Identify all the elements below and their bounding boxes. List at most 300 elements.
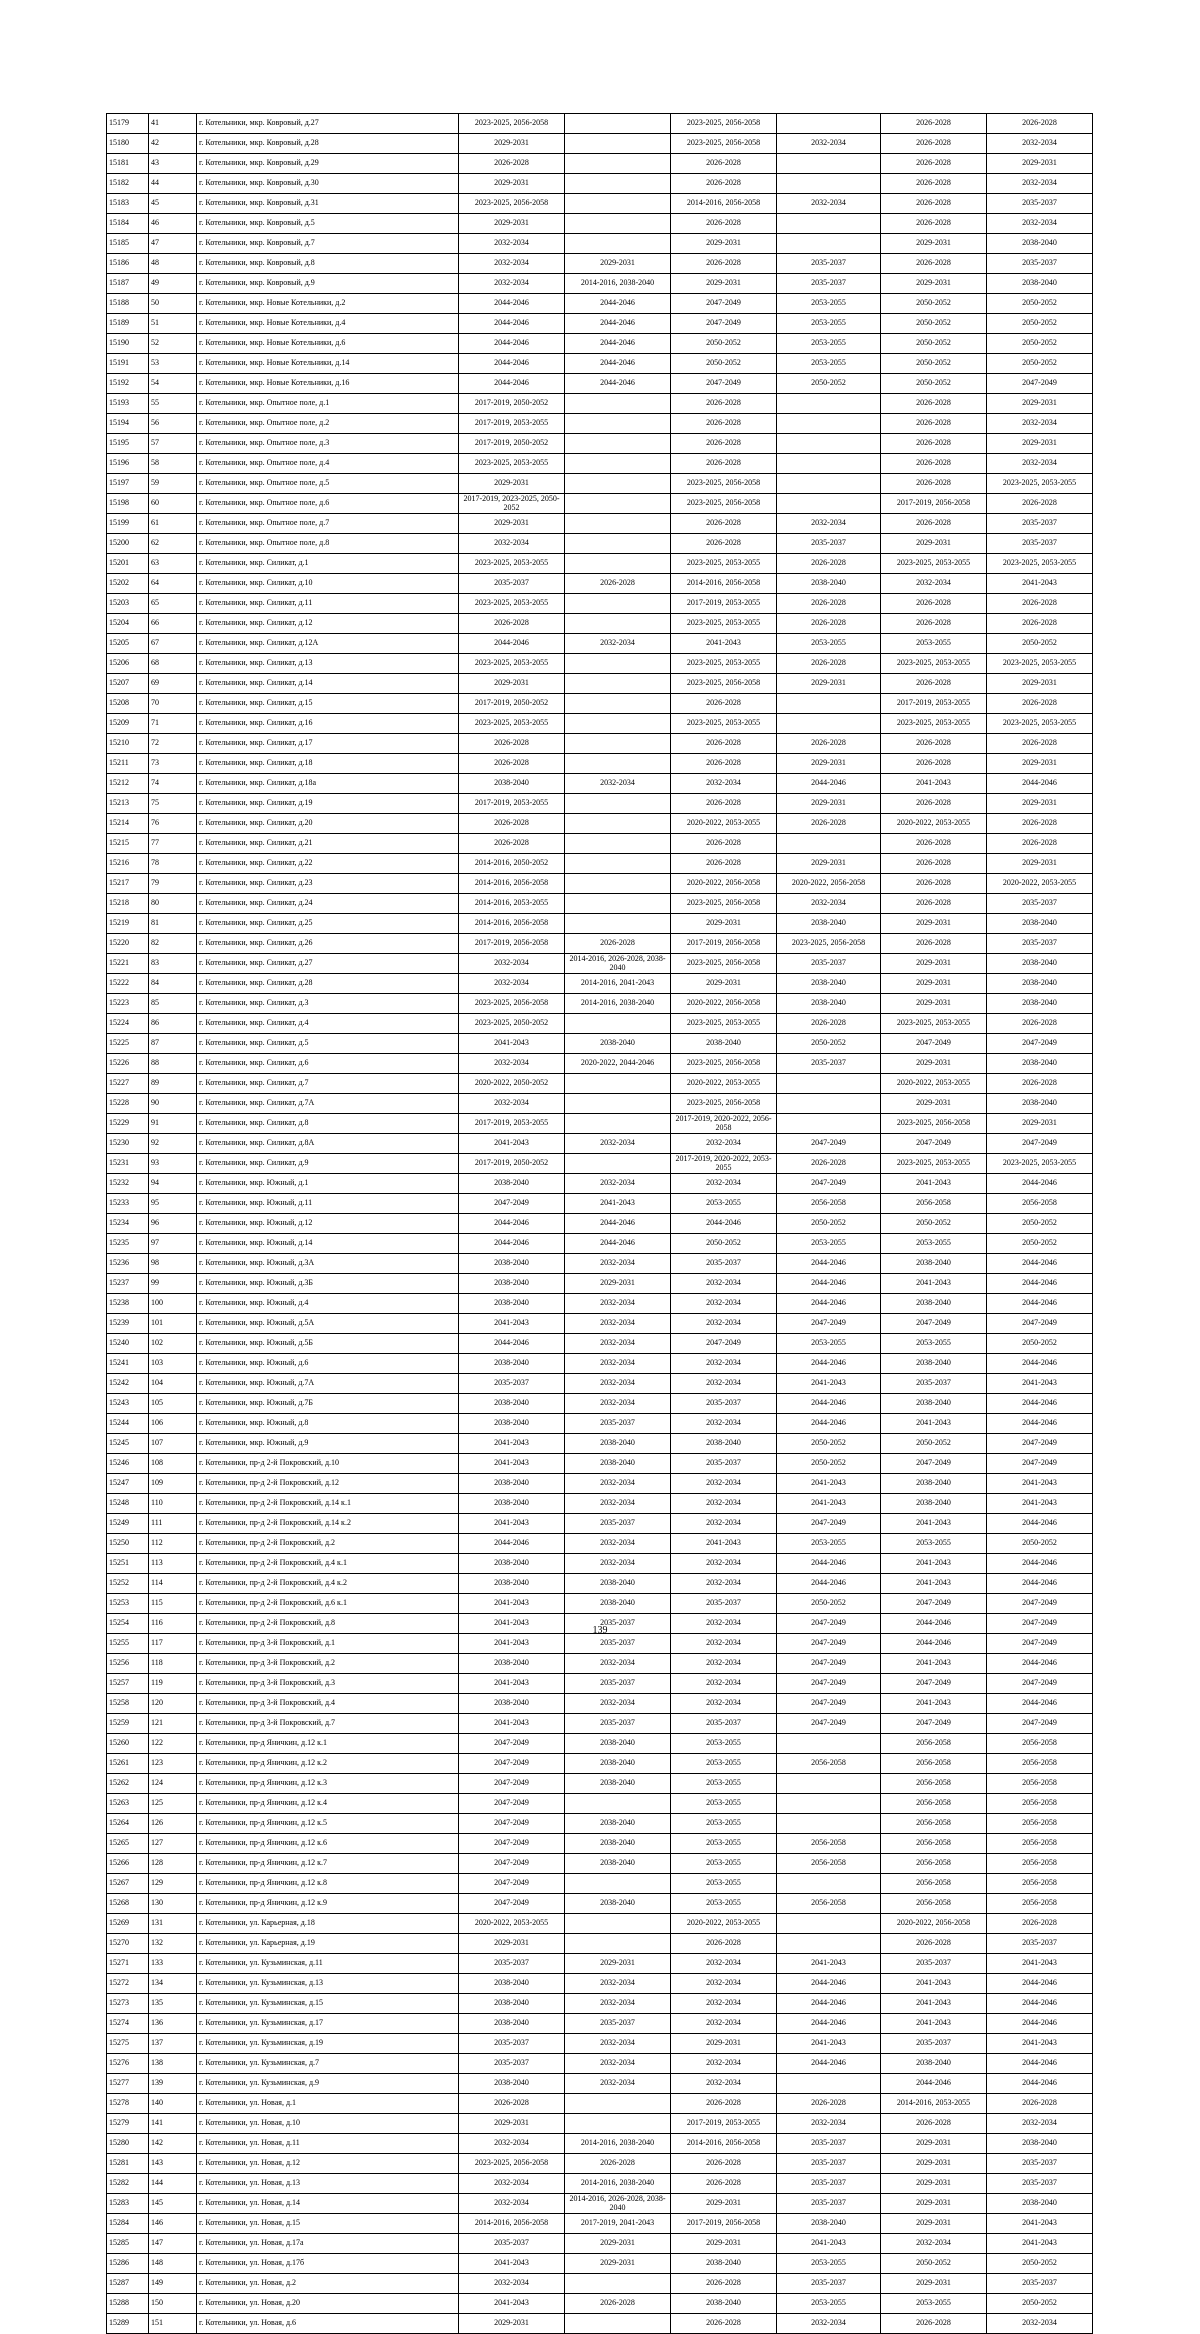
seq-number-cell: 108 — [149, 1454, 197, 1474]
period-col-3-cell: 2035-2037 — [671, 1394, 777, 1414]
period-col-5-cell: 2026-2028 — [881, 474, 987, 494]
period-col-5-cell: 2026-2028 — [881, 194, 987, 214]
table-row — [107, 1234, 1093, 1254]
period-col-4-cell: 2047-2049 — [777, 1174, 881, 1194]
period-col-3-cell: 2020-2022, 2053-2055 — [671, 1074, 777, 1094]
period-col-5-cell: 2029-2031 — [881, 534, 987, 554]
period-col-2-cell: 2032-2034 — [565, 1254, 671, 1274]
period-col-3-cell: 2032-2034 — [671, 1634, 777, 1654]
reg-number-cell: 15213 — [107, 794, 149, 814]
address-cell: г. Котельники, мкр. Силикат, д.14 — [197, 674, 459, 694]
seq-number-cell: 41 — [149, 114, 197, 134]
period-col-1-cell: 2041-2043 — [459, 1594, 565, 1614]
period-col-5-cell: 2035-2037 — [881, 2034, 987, 2054]
period-col-4-cell: 2041-2043 — [777, 2234, 881, 2254]
period-col-4-cell: 2044-2046 — [777, 1994, 881, 2014]
period-col-4-cell — [777, 694, 881, 714]
period-col-6-cell: 2044-2046 — [987, 1654, 1093, 1674]
reg-number-cell: 15270 — [107, 1934, 149, 1954]
period-col-1-cell: 2044-2046 — [459, 294, 565, 314]
period-col-3-cell: 2026-2028 — [671, 734, 777, 754]
reg-number-cell: 15194 — [107, 414, 149, 434]
period-col-1-cell: 2041-2043 — [459, 1514, 565, 1534]
period-col-5-cell: 2029-2031 — [881, 2214, 987, 2234]
period-col-1-cell: 2029-2031 — [459, 2114, 565, 2134]
period-col-3-cell: 2023-2025, 2053-2055 — [671, 654, 777, 674]
table-row — [107, 814, 1093, 834]
period-col-3-cell: 2023-2025, 2053-2055 — [671, 614, 777, 634]
period-col-4-cell: 2026-2028 — [777, 1154, 881, 1174]
table-row — [107, 1714, 1093, 1734]
seq-number-cell: 69 — [149, 674, 197, 694]
address-cell: г. Котельники, ул. Кузьминская, д.11 — [197, 1954, 459, 1974]
period-col-4-cell — [777, 434, 881, 454]
period-col-2-cell: 2014-2016, 2026-2028, 2038-2040 — [565, 954, 671, 974]
period-col-3-cell: 2032-2034 — [671, 1514, 777, 1534]
seq-number-cell: 66 — [149, 614, 197, 634]
seq-number-cell: 84 — [149, 974, 197, 994]
period-col-4-cell: 2050-2052 — [777, 1594, 881, 1614]
period-col-4-cell — [777, 1094, 881, 1114]
period-col-2-cell: 2038-2040 — [565, 1594, 671, 1614]
period-col-6-cell: 2056-2058 — [987, 1894, 1093, 1914]
period-col-1-cell: 2038-2040 — [459, 1494, 565, 1514]
period-col-4-cell: 2026-2028 — [777, 554, 881, 574]
period-col-5-cell: 2023-2025, 2056-2058 — [881, 1114, 987, 1134]
period-col-1-cell: 2026-2028 — [459, 154, 565, 174]
period-col-2-cell — [565, 834, 671, 854]
address-cell: г. Котельники, ул. Новая, д.12 — [197, 2154, 459, 2174]
period-col-2-cell — [565, 514, 671, 534]
period-col-3-cell: 2023-2025, 2053-2055 — [671, 714, 777, 734]
period-col-5-cell: 2056-2058 — [881, 1734, 987, 1754]
period-col-6-cell: 2026-2028 — [987, 494, 1093, 514]
period-col-5-cell: 2026-2028 — [881, 894, 987, 914]
seq-number-cell: 151 — [149, 2314, 197, 2334]
period-col-2-cell: 2038-2040 — [565, 1754, 671, 1774]
seq-number-cell: 145 — [149, 2194, 197, 2214]
period-col-3-cell: 2032-2034 — [671, 1174, 777, 1194]
seq-number-cell: 116 — [149, 1614, 197, 1634]
period-col-4-cell: 2044-2046 — [777, 1974, 881, 1994]
period-col-3-cell: 2032-2034 — [671, 1694, 777, 1714]
period-col-4-cell: 2035-2037 — [777, 2174, 881, 2194]
reg-number-cell: 15196 — [107, 454, 149, 474]
period-col-1-cell: 2014-2016, 2053-2055 — [459, 894, 565, 914]
reg-number-cell: 15275 — [107, 2034, 149, 2054]
period-col-6-cell: 2038-2040 — [987, 914, 1093, 934]
table-row — [107, 1894, 1093, 1914]
period-col-5-cell: 2026-2028 — [881, 934, 987, 954]
period-col-3-cell: 2035-2037 — [671, 1594, 777, 1614]
period-col-1-cell: 2038-2040 — [459, 1354, 565, 1374]
table-row — [107, 1134, 1093, 1154]
period-col-3-cell: 2026-2028 — [671, 2174, 777, 2194]
seq-number-cell: 49 — [149, 274, 197, 294]
period-col-3-cell: 2023-2025, 2053-2055 — [671, 1014, 777, 1034]
address-cell: г. Котельники, мкр. Силикат, д.16 — [197, 714, 459, 734]
address-cell: г. Котельники, мкр. Силикат, д.21 — [197, 834, 459, 854]
period-col-3-cell: 2053-2055 — [671, 1794, 777, 1814]
period-col-4-cell: 2056-2058 — [777, 1194, 881, 1214]
reg-number-cell: 15265 — [107, 1834, 149, 1854]
period-col-2-cell: 2032-2034 — [565, 1474, 671, 1494]
table-row — [107, 1094, 1093, 1114]
seq-number-cell: 78 — [149, 854, 197, 874]
period-col-6-cell: 2056-2058 — [987, 1194, 1093, 1214]
seq-number-cell: 121 — [149, 1714, 197, 1734]
seq-number-cell: 68 — [149, 654, 197, 674]
period-col-2-cell: 2029-2031 — [565, 2234, 671, 2254]
period-col-2-cell — [565, 914, 671, 934]
table-row — [107, 854, 1093, 874]
reg-number-cell: 15247 — [107, 1474, 149, 1494]
seq-number-cell: 70 — [149, 694, 197, 714]
seq-number-cell: 111 — [149, 1514, 197, 1534]
seq-number-cell: 120 — [149, 1694, 197, 1714]
period-col-3-cell: 2032-2034 — [671, 1614, 777, 1634]
table-row — [107, 2134, 1093, 2154]
seq-number-cell: 43 — [149, 154, 197, 174]
period-col-1-cell: 2044-2046 — [459, 1214, 565, 1234]
table-row — [107, 1474, 1093, 1494]
period-col-2-cell: 2029-2031 — [565, 1274, 671, 1294]
period-col-3-cell: 2017-2019, 2056-2058 — [671, 2214, 777, 2234]
period-col-6-cell: 2026-2028 — [987, 1074, 1093, 1094]
table-row — [107, 1074, 1093, 1094]
address-cell: г. Котельники, пр-д 2-й Покровский, д.4 к.1 — [197, 1554, 459, 1574]
period-col-3-cell: 2029-2031 — [671, 2234, 777, 2254]
period-col-4-cell: 2032-2034 — [777, 2314, 881, 2334]
seq-number-cell: 112 — [149, 1534, 197, 1554]
period-col-1-cell: 2041-2043 — [459, 1434, 565, 1454]
seq-number-cell: 71 — [149, 714, 197, 734]
period-col-6-cell: 2038-2040 — [987, 974, 1093, 994]
address-cell: г. Котельники, мкр. Южный, д.7А — [197, 1374, 459, 1394]
period-col-2-cell: 2035-2037 — [565, 1414, 671, 1434]
period-col-6-cell: 2047-2049 — [987, 1714, 1093, 1734]
address-cell: г. Котельники, мкр. Ковровый, д.27 — [197, 114, 459, 134]
period-col-5-cell: 2050-2052 — [881, 354, 987, 374]
period-col-3-cell: 2035-2037 — [671, 1714, 777, 1734]
seq-number-cell: 146 — [149, 2214, 197, 2234]
period-col-2-cell — [565, 214, 671, 234]
period-col-3-cell: 2026-2028 — [671, 834, 777, 854]
period-col-5-cell: 2038-2040 — [881, 1394, 987, 1414]
period-col-3-cell: 2029-2031 — [671, 974, 777, 994]
reg-number-cell: 15267 — [107, 1874, 149, 1894]
period-col-3-cell: 2047-2049 — [671, 1334, 777, 1354]
seq-number-cell: 123 — [149, 1754, 197, 1774]
period-col-1-cell: 2023-2025, 2053-2055 — [459, 714, 565, 734]
period-col-6-cell: 2044-2046 — [987, 1254, 1093, 1274]
period-col-6-cell: 2026-2028 — [987, 614, 1093, 634]
reg-number-cell: 15210 — [107, 734, 149, 754]
period-col-2-cell: 2014-2016, 2038-2040 — [565, 2134, 671, 2154]
period-col-4-cell: 2020-2022, 2056-2058 — [777, 874, 881, 894]
seq-number-cell: 102 — [149, 1334, 197, 1354]
period-col-6-cell: 2035-2037 — [987, 894, 1093, 914]
seq-number-cell: 150 — [149, 2294, 197, 2314]
period-col-4-cell — [777, 1794, 881, 1814]
period-col-1-cell: 2044-2046 — [459, 314, 565, 334]
period-col-3-cell: 2032-2034 — [671, 1314, 777, 1334]
table-row — [107, 1954, 1093, 1974]
period-col-3-cell: 2026-2028 — [671, 534, 777, 554]
table-row — [107, 2174, 1093, 2194]
period-col-4-cell: 2026-2028 — [777, 814, 881, 834]
period-col-2-cell: 2020-2022, 2044-2046 — [565, 1054, 671, 1074]
table-row — [107, 694, 1093, 714]
period-col-4-cell: 2053-2055 — [777, 1534, 881, 1554]
reg-number-cell: 15201 — [107, 554, 149, 574]
period-col-2-cell — [565, 754, 671, 774]
period-col-4-cell: 2038-2040 — [777, 914, 881, 934]
address-cell: г. Котельники, пр-д Яничкин, д.12 к.1 — [197, 1734, 459, 1754]
seq-number-cell: 55 — [149, 394, 197, 414]
period-col-2-cell: 2032-2034 — [565, 1694, 671, 1714]
period-col-1-cell: 2017-2019, 2050-2052 — [459, 434, 565, 454]
table-row — [107, 1834, 1093, 1854]
period-col-1-cell: 2047-2049 — [459, 1854, 565, 1874]
period-col-6-cell: 2044-2046 — [987, 2074, 1093, 2094]
address-cell: г. Котельники, мкр. Силикат, д.5 — [197, 1034, 459, 1054]
period-col-6-cell: 2032-2034 — [987, 414, 1093, 434]
period-col-4-cell: 2056-2058 — [777, 1754, 881, 1774]
period-col-2-cell: 2032-2034 — [565, 774, 671, 794]
reg-number-cell: 15183 — [107, 194, 149, 214]
table-row — [107, 1674, 1093, 1694]
period-col-4-cell: 2041-2043 — [777, 2034, 881, 2054]
period-col-6-cell: 2056-2058 — [987, 1754, 1093, 1774]
seq-number-cell: 62 — [149, 534, 197, 554]
table-row — [107, 1774, 1093, 1794]
period-col-3-cell: 2047-2049 — [671, 314, 777, 334]
table-row — [107, 1174, 1093, 1194]
period-col-3-cell: 2032-2034 — [671, 1414, 777, 1434]
period-col-6-cell: 2050-2052 — [987, 1334, 1093, 1354]
period-col-1-cell: 2029-2031 — [459, 2314, 565, 2334]
period-col-5-cell: 2053-2055 — [881, 2294, 987, 2314]
period-col-2-cell — [565, 1874, 671, 1894]
seq-number-cell: 73 — [149, 754, 197, 774]
address-cell: г. Котельники, мкр. Южный, д.1 — [197, 1174, 459, 1194]
address-cell: г. Котельники, мкр. Новые Котельники, д.4 — [197, 314, 459, 334]
seq-number-cell: 56 — [149, 414, 197, 434]
period-col-5-cell: 2029-2031 — [881, 994, 987, 1014]
period-col-3-cell: 2026-2028 — [671, 514, 777, 534]
table-row — [107, 354, 1093, 374]
table-row — [107, 774, 1093, 794]
period-col-5-cell: 2041-2043 — [881, 1654, 987, 1674]
period-col-2-cell — [565, 1794, 671, 1814]
period-col-3-cell: 2029-2031 — [671, 234, 777, 254]
seq-number-cell: 148 — [149, 2254, 197, 2274]
address-cell: г. Котельники, мкр. Силикат, д.4 — [197, 1014, 459, 1034]
period-col-4-cell — [777, 2074, 881, 2094]
period-col-6-cell: 2050-2052 — [987, 2254, 1093, 2274]
reg-number-cell: 15221 — [107, 954, 149, 974]
period-col-5-cell: 2044-2046 — [881, 2074, 987, 2094]
seq-number-cell: 109 — [149, 1474, 197, 1494]
period-col-3-cell: 2035-2037 — [671, 1254, 777, 1274]
period-col-6-cell: 2032-2034 — [987, 2314, 1093, 2334]
table-row — [107, 1014, 1093, 1034]
reg-number-cell: 15235 — [107, 1234, 149, 1254]
address-cell: г. Котельники, мкр. Ковровый, д.29 — [197, 154, 459, 174]
table-row — [107, 2294, 1093, 2314]
period-col-3-cell: 2029-2031 — [671, 2034, 777, 2054]
seq-number-cell: 147 — [149, 2234, 197, 2254]
table-row — [107, 494, 1093, 514]
address-cell: г. Котельники, мкр. Ковровый, д.30 — [197, 174, 459, 194]
period-col-1-cell: 2035-2037 — [459, 1954, 565, 1974]
table-row — [107, 2074, 1093, 2094]
address-cell: г. Котельники, мкр. Силикат, д.12А — [197, 634, 459, 654]
period-col-2-cell — [565, 554, 671, 574]
reg-number-cell: 15283 — [107, 2194, 149, 2214]
period-col-3-cell: 2032-2034 — [671, 1554, 777, 1574]
period-col-6-cell: 2047-2049 — [987, 1594, 1093, 1614]
table-row — [107, 1814, 1093, 1834]
period-col-3-cell: 2032-2034 — [671, 2054, 777, 2074]
period-col-5-cell: 2020-2022, 2053-2055 — [881, 1074, 987, 1094]
period-col-2-cell: 2038-2040 — [565, 1774, 671, 1794]
period-col-2-cell: 2044-2046 — [565, 1214, 671, 1234]
period-col-3-cell: 2014-2016, 2056-2058 — [671, 194, 777, 214]
address-cell: г. Котельники, ул. Новая, д.11 — [197, 2134, 459, 2154]
period-col-1-cell: 2032-2034 — [459, 1054, 565, 1074]
seq-number-cell: 130 — [149, 1894, 197, 1914]
seq-number-cell: 75 — [149, 794, 197, 814]
reg-number-cell: 15264 — [107, 1814, 149, 1834]
seq-number-cell: 67 — [149, 634, 197, 654]
reg-number-cell: 15285 — [107, 2234, 149, 2254]
period-col-6-cell: 2050-2052 — [987, 1534, 1093, 1554]
period-col-1-cell: 2038-2040 — [459, 1554, 565, 1574]
period-col-1-cell: 2017-2019, 2050-2052 — [459, 694, 565, 714]
period-col-2-cell — [565, 874, 671, 894]
address-cell: г. Котельники, пр-д 2-й Покровский, д.12 — [197, 1474, 459, 1494]
table-row — [107, 2194, 1093, 2214]
period-col-1-cell: 2032-2034 — [459, 2174, 565, 2194]
reg-number-cell: 15272 — [107, 1974, 149, 1994]
address-cell: г. Котельники, мкр. Силикат, д.22 — [197, 854, 459, 874]
period-col-4-cell: 2026-2028 — [777, 594, 881, 614]
period-col-6-cell: 2035-2037 — [987, 1934, 1093, 1954]
reg-number-cell: 15257 — [107, 1674, 149, 1694]
period-col-3-cell: 2032-2034 — [671, 774, 777, 794]
period-col-2-cell: 2032-2034 — [565, 1294, 671, 1314]
register-sheet — [106, 113, 1092, 2334]
table-row — [107, 154, 1093, 174]
period-col-1-cell: 2038-2040 — [459, 1274, 565, 1294]
period-col-5-cell: 2029-2031 — [881, 1054, 987, 1074]
seq-number-cell: 87 — [149, 1034, 197, 1054]
table-row — [107, 914, 1093, 934]
period-col-6-cell: 2035-2037 — [987, 2154, 1093, 2174]
period-col-6-cell: 2044-2046 — [987, 2014, 1093, 2034]
address-cell: г. Котельники, пр-д Яничкин, д.12 к.4 — [197, 1794, 459, 1814]
reg-number-cell: 15199 — [107, 514, 149, 534]
seq-number-cell: 138 — [149, 2054, 197, 2074]
reg-number-cell: 15229 — [107, 1114, 149, 1134]
period-col-5-cell: 2035-2037 — [881, 1374, 987, 1394]
period-col-5-cell: 2026-2028 — [881, 1934, 987, 1954]
table-row — [107, 254, 1093, 274]
period-col-5-cell: 2038-2040 — [881, 1254, 987, 1274]
table-row — [107, 1514, 1093, 1534]
period-col-6-cell: 2023-2025, 2053-2055 — [987, 1154, 1093, 1174]
reg-number-cell: 15230 — [107, 1134, 149, 1154]
reg-number-cell: 15261 — [107, 1754, 149, 1774]
period-col-1-cell: 2041-2043 — [459, 1134, 565, 1154]
address-cell: г. Котельники, ул. Новая, д.2 — [197, 2274, 459, 2294]
period-col-6-cell: 2047-2049 — [987, 1134, 1093, 1154]
period-col-1-cell: 2032-2034 — [459, 2274, 565, 2294]
seq-number-cell: 77 — [149, 834, 197, 854]
period-col-4-cell: 2056-2058 — [777, 1854, 881, 1874]
seq-number-cell: 74 — [149, 774, 197, 794]
table-row — [107, 594, 1093, 614]
period-col-5-cell: 2029-2031 — [881, 2174, 987, 2194]
period-col-5-cell: 2026-2028 — [881, 134, 987, 154]
period-col-3-cell: 2026-2028 — [671, 2094, 777, 2114]
period-col-2-cell: 2032-2034 — [565, 1354, 671, 1374]
period-col-5-cell: 2056-2058 — [881, 1874, 987, 1894]
seq-number-cell: 80 — [149, 894, 197, 914]
period-col-2-cell — [565, 154, 671, 174]
period-col-1-cell: 2041-2043 — [459, 1454, 565, 1474]
table-row — [107, 1734, 1093, 1754]
period-col-5-cell: 2056-2058 — [881, 1894, 987, 1914]
period-col-5-cell: 2047-2049 — [881, 1714, 987, 1734]
period-col-5-cell: 2041-2043 — [881, 1694, 987, 1714]
period-col-3-cell: 2032-2034 — [671, 1134, 777, 1154]
table-row — [107, 294, 1093, 314]
period-col-6-cell: 2041-2043 — [987, 2214, 1093, 2234]
period-col-6-cell: 2026-2028 — [987, 834, 1093, 854]
address-cell: г. Котельники, пр-д 3-й Покровский, д.1 — [197, 1634, 459, 1654]
period-col-6-cell: 2050-2052 — [987, 2294, 1093, 2314]
seq-number-cell: 88 — [149, 1054, 197, 1074]
period-col-5-cell: 2029-2031 — [881, 974, 987, 994]
period-col-4-cell: 2050-2052 — [777, 1454, 881, 1474]
period-col-1-cell: 2026-2028 — [459, 614, 565, 634]
period-col-5-cell: 2047-2049 — [881, 1454, 987, 1474]
period-col-1-cell: 2026-2028 — [459, 734, 565, 754]
seq-number-cell: 95 — [149, 1194, 197, 1214]
period-col-1-cell: 2041-2043 — [459, 1034, 565, 1054]
period-col-3-cell: 2032-2034 — [671, 1674, 777, 1694]
seq-number-cell: 100 — [149, 1294, 197, 1314]
period-col-3-cell: 2053-2055 — [671, 1774, 777, 1794]
reg-number-cell: 15268 — [107, 1894, 149, 1914]
reg-number-cell: 15277 — [107, 2074, 149, 2094]
period-col-3-cell: 2029-2031 — [671, 2194, 777, 2214]
period-col-3-cell: 2026-2028 — [671, 754, 777, 774]
period-col-4-cell — [777, 394, 881, 414]
period-col-1-cell: 2038-2040 — [459, 1474, 565, 1494]
period-col-3-cell: 2047-2049 — [671, 374, 777, 394]
period-col-2-cell: 2035-2037 — [565, 2014, 671, 2034]
seq-number-cell: 124 — [149, 1774, 197, 1794]
address-cell: г. Котельники, мкр. Ковровый, д.5 — [197, 214, 459, 234]
period-col-1-cell: 2038-2040 — [459, 2014, 565, 2034]
reg-number-cell: 15258 — [107, 1694, 149, 1714]
period-col-5-cell: 2047-2049 — [881, 1314, 987, 1334]
period-col-6-cell: 2047-2049 — [987, 1614, 1093, 1634]
